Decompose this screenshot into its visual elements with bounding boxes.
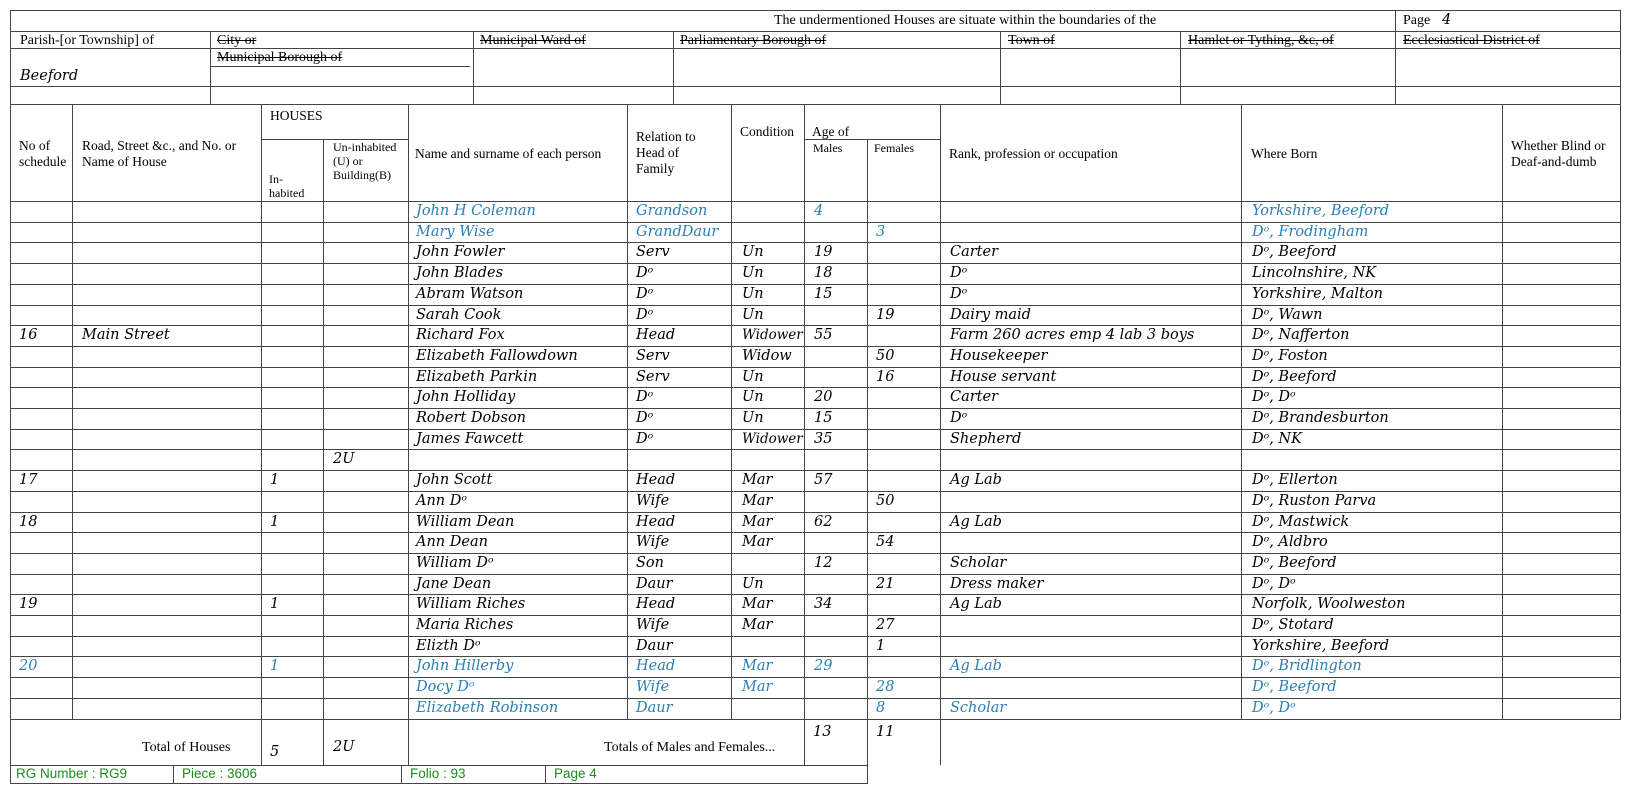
- person-name: Abram Watson: [416, 285, 524, 302]
- horizontal-rule: [10, 594, 1621, 595]
- male-age: 35: [814, 430, 833, 447]
- vertical-rule: [10, 720, 11, 765]
- horizontal-rule: [10, 677, 1621, 678]
- col-age-of: Age of: [812, 124, 850, 139]
- male-age: 15: [814, 410, 833, 426]
- relation-cell: Wife: [636, 617, 670, 633]
- relation-cell: Dᵒ: [636, 265, 654, 282]
- male-age: 62: [814, 513, 833, 530]
- horizontal-rule: [10, 765, 868, 766]
- birthplace-cell: Dᵒ, Ruston Parva: [1252, 492, 1377, 509]
- person-name: Ann Dᵒ: [416, 492, 467, 509]
- vertical-rule: [867, 765, 868, 783]
- footer-piece: Piece : 3606: [182, 766, 258, 781]
- person-name: Mary Wise: [416, 223, 495, 240]
- borough-label: Parliamentary Borough of: [680, 33, 827, 48]
- horizontal-rule: [10, 263, 1621, 264]
- relation-cell: GrandDaur: [636, 223, 719, 240]
- person-name: Elizabeth Fallowdown: [416, 347, 578, 364]
- birthplace-cell: Dᵒ, Dᵒ: [1252, 389, 1296, 406]
- relation-cell: Son: [636, 554, 665, 571]
- horizontal-rule: [10, 449, 1621, 450]
- condition-cell: Mar: [742, 679, 773, 696]
- person-name: Elizabeth Robinson: [416, 699, 559, 716]
- parish-value: Beeford: [20, 68, 79, 84]
- horizontal-rule: [10, 367, 1621, 368]
- person-name: Richard Fox: [416, 327, 505, 344]
- male-age: 29: [814, 658, 833, 675]
- page-number: 4: [1442, 12, 1452, 28]
- total-persons-label: Totals of Males and Females...: [604, 740, 776, 755]
- birthplace-cell: Dᵒ, Dᵒ: [1252, 575, 1296, 592]
- condition-cell: Un: [742, 389, 764, 406]
- birthplace-cell: Dᵒ, Mastwick: [1252, 513, 1350, 530]
- occupation-cell: Dress maker: [950, 575, 1044, 592]
- female-age: 1: [876, 637, 886, 654]
- col-males: Males: [813, 141, 843, 155]
- condition-cell: Un: [742, 265, 764, 282]
- birthplace-cell: Dᵒ, Aldbro: [1252, 534, 1328, 551]
- col-relation: Relation to Head of Family: [636, 129, 696, 176]
- male-age: 55: [814, 327, 833, 344]
- relation-cell: Daur: [636, 637, 673, 654]
- horizontal-rule: [10, 408, 1621, 409]
- birthplace-cell: Yorkshire, Beeford: [1252, 637, 1390, 654]
- occupation-cell: Farm 260 acres emp 4 lab 3 boys: [950, 327, 1195, 344]
- occupation-cell: Ag Lab: [950, 472, 1002, 489]
- horizontal-rule: [10, 222, 1621, 223]
- occupation-cell: Ag Lab: [950, 513, 1002, 530]
- condition-cell: Mar: [742, 472, 773, 489]
- male-age: 19: [814, 244, 833, 261]
- relation-cell: Serv: [636, 347, 670, 364]
- occupation-cell: Carter: [950, 244, 999, 261]
- person-name: John Scott: [416, 472, 493, 489]
- vertical-rule: [940, 720, 941, 765]
- person-name: John H Coleman: [416, 203, 536, 219]
- person-name: Elizabeth Parkin: [416, 368, 538, 385]
- condition-cell: Mar: [742, 596, 773, 613]
- horizontal-rule: [10, 201, 1621, 202]
- ward-label: Municipal Ward of: [480, 33, 586, 48]
- person-name: John Hillerby: [416, 658, 514, 675]
- relation-cell: Serv: [636, 368, 670, 385]
- condition-cell: Mar: [742, 534, 773, 551]
- inhabited-cell: 1: [270, 658, 280, 675]
- vertical-rule: [323, 139, 324, 720]
- birthplace-cell: Dᵒ, Beeford: [1252, 679, 1337, 696]
- person-name: Ann Dean: [416, 534, 488, 551]
- male-age: 12: [814, 554, 833, 571]
- birthplace-cell: Yorkshire, Beeford: [1252, 203, 1390, 219]
- relation-cell: Dᵒ: [636, 410, 654, 426]
- footer-folio: Folio : 93: [410, 766, 466, 781]
- occupation-cell: Dᵒ: [950, 410, 968, 426]
- birthplace-cell: Dᵒ, Beeford: [1252, 554, 1337, 571]
- female-age: 16: [876, 368, 895, 385]
- page-label: Page: [1403, 13, 1431, 28]
- birthplace-cell: Lincolnshire, NK: [1252, 265, 1377, 282]
- relation-cell: Dᵒ: [636, 389, 654, 406]
- birthplace-cell: Dᵒ, Nafferton: [1252, 327, 1350, 344]
- col-name: Name and surname of each person: [415, 146, 602, 161]
- male-age: 15: [814, 285, 833, 302]
- relation-cell: Daur: [636, 575, 673, 592]
- occupation-cell: Scholar: [950, 699, 1007, 716]
- condition-cell: Un: [742, 244, 764, 261]
- footer-page: Page 4: [554, 766, 597, 781]
- birthplace-cell: Dᵒ, Beeford: [1252, 368, 1337, 385]
- male-age: 57: [814, 472, 833, 489]
- col-blind: Whether Blind or Deaf-and-dumb: [1511, 138, 1606, 169]
- vertical-rule: [1502, 104, 1503, 720]
- horizontal-rule: [10, 698, 1621, 699]
- col-condition: Condition: [740, 124, 795, 139]
- birthplace-cell: Dᵒ, NK: [1252, 430, 1302, 447]
- vertical-rule: [867, 720, 868, 765]
- relation-cell: Head: [636, 513, 676, 530]
- occupation-cell: Housekeeper: [950, 347, 1048, 364]
- city-label: City or: [217, 33, 257, 48]
- occupation-cell: Dᵒ: [950, 285, 968, 302]
- horizontal-rule: [10, 574, 1621, 575]
- inhabited-cell: 1: [270, 596, 280, 613]
- male-age: 34: [814, 596, 833, 613]
- horizontal-rule: [10, 387, 1621, 388]
- col-uninhabited: Un-inhabited (U) or Building(B): [333, 140, 397, 182]
- horizontal-rule: [10, 429, 1621, 430]
- horizontal-rule: [10, 470, 1621, 471]
- horizontal-rule: [10, 325, 1621, 326]
- condition-cell: Un: [742, 368, 764, 385]
- birthplace-cell: Dᵒ, Bridlington: [1252, 658, 1362, 675]
- col-occupation: Rank, profession or occupation: [949, 146, 1118, 161]
- vertical-rule: [72, 104, 73, 720]
- male-age: 4: [814, 203, 824, 219]
- male-age: 18: [814, 265, 833, 282]
- horizontal-rule: [10, 553, 1621, 554]
- uninhabited-cell: 2U: [333, 451, 355, 468]
- horizontal-rule: [10, 305, 1621, 306]
- condition-cell: Un: [742, 575, 764, 592]
- schedule-cell: 20: [19, 658, 38, 675]
- relation-cell: Wife: [636, 492, 670, 509]
- birthplace-cell: Dᵒ, Ellerton: [1252, 472, 1338, 489]
- horizontal-rule: [10, 783, 868, 784]
- parish-label: Parish-[or Township] of: [20, 33, 155, 48]
- vertical-rule: [1620, 104, 1621, 720]
- town-label: Town of: [1008, 33, 1055, 48]
- horizontal-rule: [10, 636, 1621, 637]
- col-houses: HOUSES: [270, 108, 323, 123]
- condition-cell: Mar: [742, 513, 773, 530]
- relation-cell: Head: [636, 596, 676, 613]
- condition-cell: Widower: [742, 430, 803, 447]
- vertical-rule: [1241, 104, 1242, 720]
- col-schedule: No of schedule: [19, 138, 67, 169]
- hamlet-label: Hamlet or Tything, &c, of: [1188, 33, 1334, 48]
- vertical-rule: [545, 765, 546, 783]
- birthplace-cell: Norfolk, Woolweston: [1252, 596, 1406, 613]
- relation-cell: Head: [636, 658, 676, 675]
- relation-cell: Dᵒ: [636, 285, 654, 302]
- col-inhabited: In-habited: [269, 172, 305, 200]
- female-age: 27: [876, 617, 895, 633]
- horizontal-rule: [10, 532, 1621, 533]
- vertical-rule: [731, 104, 732, 720]
- vertical-rule: [10, 765, 11, 783]
- vertical-rule: [261, 720, 262, 765]
- person-name: Jane Dean: [416, 575, 492, 592]
- condition-cell: Widow: [742, 347, 792, 364]
- horizontal-rule: [10, 719, 1621, 720]
- relation-cell: Wife: [636, 679, 670, 696]
- person-name: Maria Riches: [416, 617, 514, 633]
- person-name: Docy Dᵒ: [416, 679, 475, 696]
- total-inhabited: 5: [270, 744, 280, 760]
- occupation-cell: Dᵒ: [950, 265, 968, 282]
- vertical-rule: [261, 104, 262, 720]
- condition-cell: Un: [742, 410, 764, 426]
- occupation-cell: Carter: [950, 389, 999, 406]
- horizontal-rule: [10, 512, 1621, 513]
- person-name: William Dᵒ: [416, 554, 494, 571]
- col-born: Where Born: [1251, 146, 1318, 161]
- person-name: John Fowler: [416, 244, 505, 261]
- vertical-rule: [867, 139, 868, 720]
- person-name: John Holliday: [416, 389, 516, 406]
- female-age: 50: [876, 492, 895, 509]
- person-name: Sarah Cook: [416, 306, 502, 323]
- condition-cell: Mar: [742, 492, 773, 509]
- horizontal-rule: [10, 491, 1621, 492]
- birthplace-cell: Dᵒ, Beeford: [1252, 244, 1337, 261]
- col-females: Females: [874, 141, 914, 155]
- occupation-cell: Shepherd: [950, 430, 1022, 447]
- person-name: William Riches: [416, 596, 526, 613]
- occupation-cell: House servant: [950, 368, 1057, 385]
- birthplace-cell: Dᵒ, Foston: [1252, 347, 1328, 364]
- schedule-cell: 18: [19, 513, 38, 530]
- female-age: 21: [876, 575, 895, 592]
- vertical-rule: [401, 765, 402, 783]
- col-road: Road, Street &c., and No. or Name of House: [82, 138, 237, 169]
- person-name: William Dean: [416, 513, 515, 530]
- female-age: 3: [876, 223, 886, 240]
- relation-cell: Daur: [636, 699, 673, 716]
- vertical-rule: [173, 765, 174, 783]
- condition-cell: Mar: [742, 658, 773, 675]
- schedule-cell: 17: [19, 472, 38, 489]
- birthplace-cell: Dᵒ, Frodingham: [1252, 223, 1369, 240]
- birthplace-cell: Dᵒ, Wawn: [1252, 306, 1323, 323]
- person-name: Elizth Dᵒ: [416, 637, 481, 654]
- relation-cell: Dᵒ: [636, 306, 654, 323]
- birthplace-cell: Dᵒ, Brandesburton: [1252, 410, 1389, 426]
- inhabited-cell: 1: [270, 513, 280, 530]
- total-uninhabited: 2U: [333, 739, 355, 755]
- total-houses-label: Total of Houses: [142, 740, 231, 755]
- occupation-cell: Dairy maid: [950, 306, 1031, 323]
- female-age: 50: [876, 347, 895, 364]
- vertical-rule: [408, 104, 409, 720]
- relation-cell: Serv: [636, 244, 670, 261]
- birthplace-cell: Yorkshire, Malton: [1252, 285, 1383, 302]
- condition-cell: Widower: [742, 327, 803, 344]
- vertical-rule: [10, 104, 11, 720]
- horizontal-rule: [10, 615, 1621, 616]
- vertical-rule: [408, 720, 409, 765]
- total-females: 11: [876, 724, 895, 740]
- horizontal-rule: [10, 346, 1621, 347]
- occupation-cell: Ag Lab: [950, 596, 1002, 613]
- person-name: Robert Dobson: [416, 410, 527, 426]
- city-label-line2: Municipal Borough of: [217, 50, 343, 65]
- inhabited-cell: 1: [270, 472, 280, 489]
- horizontal-rule: [10, 242, 1621, 243]
- relation-cell: Wife: [636, 534, 670, 551]
- person-name: John Blades: [416, 265, 504, 282]
- footer-rg: RG Number : RG9: [16, 766, 128, 781]
- female-age: 19: [876, 306, 895, 323]
- road-cell: Main Street: [82, 327, 170, 344]
- female-age: 8: [876, 699, 886, 716]
- relation-cell: Dᵒ: [636, 430, 654, 447]
- female-age: 54: [876, 534, 895, 551]
- relation-cell: Head: [636, 327, 676, 344]
- vertical-rule: [940, 104, 941, 720]
- vertical-rule: [323, 720, 324, 765]
- total-males: 13: [813, 724, 832, 740]
- horizontal-rule: [10, 284, 1621, 285]
- person-name: James Fawcett: [416, 430, 524, 447]
- vertical-rule: [627, 104, 628, 720]
- horizontal-rule: [10, 656, 1621, 657]
- header-title: The undermentioned Houses are situate within the boundaries of the: [774, 13, 1157, 28]
- ecclesiastical-label: Ecclesiastical District of: [1403, 33, 1540, 48]
- relation-cell: Head: [636, 472, 676, 489]
- female-age: 28: [876, 679, 895, 696]
- male-age: 20: [814, 389, 833, 406]
- vertical-rule: [804, 104, 805, 720]
- condition-cell: Un: [742, 285, 764, 302]
- birthplace-cell: Dᵒ, Dᵒ: [1252, 699, 1296, 716]
- occupation-cell: Ag Lab: [950, 658, 1002, 675]
- schedule-cell: 16: [19, 327, 38, 344]
- relation-cell: Grandson: [636, 203, 708, 219]
- vertical-rule: [804, 720, 805, 765]
- birthplace-cell: Dᵒ, Stotard: [1252, 617, 1334, 633]
- condition-cell: Un: [742, 306, 764, 323]
- condition-cell: Mar: [742, 617, 773, 633]
- schedule-cell: 19: [19, 596, 38, 613]
- occupation-cell: Scholar: [950, 554, 1007, 571]
